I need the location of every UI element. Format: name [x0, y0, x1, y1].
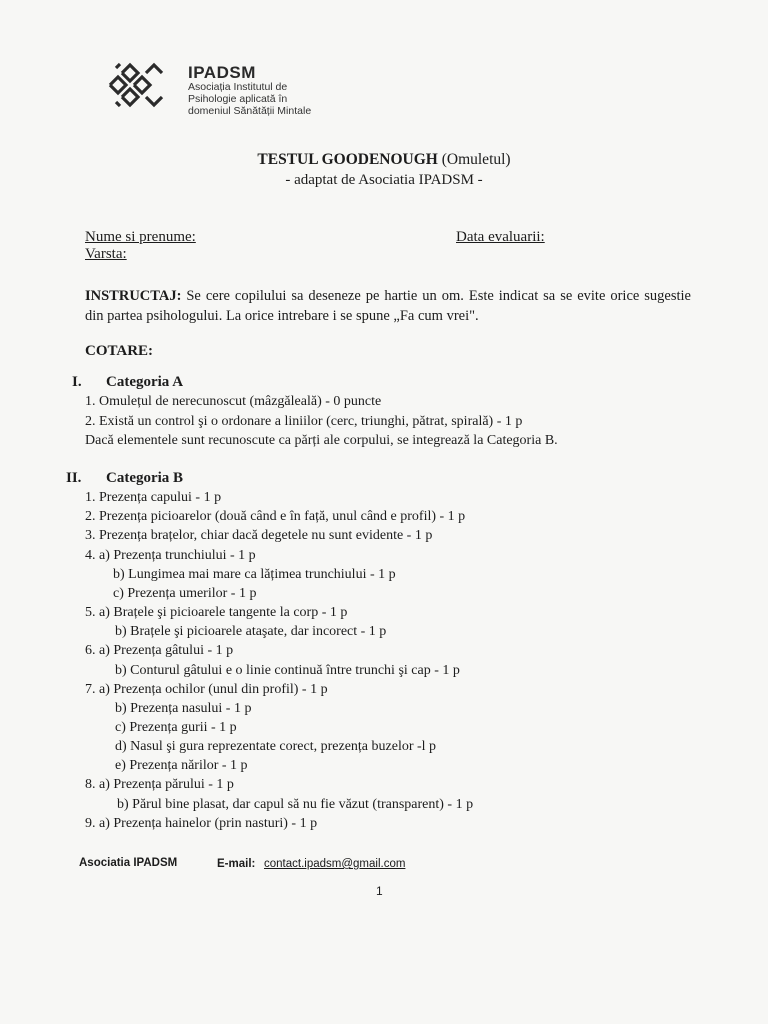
- page-number: 1: [376, 884, 383, 898]
- title-paren: (Omuletul): [441, 151, 511, 168]
- date-field-label: Data evaluarii:: [456, 229, 545, 245]
- logo-line-2: Psihologie aplicată în: [188, 93, 288, 105]
- category-b-item: 7. a) Prezența ochilor (unul din profil) - 1 p: [85, 682, 328, 697]
- category-b-item: 4. a) Prezența trunchiului - 1 p: [85, 548, 256, 563]
- category-b-subitem: b) Brațele şi picioarele ataşate, dar incorect - 1 p: [115, 624, 387, 639]
- category-b-item: 6. a) Prezența gâtului - 1 p: [85, 643, 234, 658]
- document-title: [0, 151, 768, 169]
- category-b-roman: II.: [66, 470, 82, 486]
- category-b-item: 1. Prezența capului - 1 p: [85, 490, 222, 505]
- category-b-subitem: b) Conturul gâtului e o linie continuă între trunchi şi cap - 1 p: [115, 663, 460, 678]
- category-b-subitem: b) Lungimea mai mare ca lățimea trunchiului - 1 p: [113, 567, 396, 582]
- category-a-item: 1. Omulețul de nerecunoscut (mâzgăleală) - 0 puncte: [85, 394, 382, 409]
- instructions-text: Se cere copilului sa deseneze pe hartie un om. Este indicat sa se evite orice sugestie din partea psihologului. La orice intrebare i se spune „Fa cum vrei".: [85, 288, 691, 324]
- footer-org: Asociatia IPADSM: [79, 857, 178, 869]
- instructions: [85, 286, 691, 326]
- footer-email-label: E-mail:: [217, 858, 256, 870]
- logo-name: IPADSM: [188, 63, 256, 82]
- category-b-item: 3. Prezența brațelor, chiar dacă degetele nu sunt evidente - 1 p: [85, 528, 433, 543]
- title-main: TESTUL GOODENOUGH: [257, 151, 438, 168]
- category-b-subitem: b) Prezența nasului - 1 p: [115, 701, 252, 716]
- age-field-label: Varsta:: [85, 246, 127, 262]
- document-subtitle: - adaptat de Asociatia IPADSM -: [285, 172, 483, 188]
- category-b-subitem: b) Părul bine plasat, dar capul să nu fie văzut (transparent) - 1 p: [117, 797, 474, 812]
- category-b-item: 2. Prezența picioarelor (două când e în față, unul când e profil) - 1 p: [85, 509, 466, 524]
- ipadsm-logo-icon: [106, 60, 164, 110]
- category-b-subitem: d) Nasul şi gura reprezentate corect, prezența buzelor -l p: [115, 739, 437, 754]
- category-a-note: Dacă elementele sunt recunoscute ca părți ale corpului, se integrează la Categoria B.: [85, 433, 558, 448]
- category-b-subitem: c) Prezența umerilor - 1 p: [113, 586, 257, 601]
- footer-email-link[interactable]: contact.ipadsm@gmail.com: [264, 858, 406, 870]
- category-b-item: 9. a) Prezența hainelor (prin nasturi) - 1 p: [85, 816, 318, 831]
- category-a-item: 2. Există un control şi o ordonare a liniilor (cerc, triunghi, pătrat, spirală) - 1 p: [85, 414, 523, 429]
- logo-line-1: Asociația Institutul de: [188, 81, 288, 93]
- category-a-roman: I.: [72, 374, 82, 390]
- category-a-title: Categoria A: [106, 374, 184, 390]
- category-b-item: 8. a) Prezența părului - 1 p: [85, 777, 234, 792]
- logo-line-3: domeniul Sănătății Mintale: [188, 105, 312, 117]
- category-b-item: 5. a) Brațele şi picioarele tangente la corp - 1 p: [85, 605, 348, 620]
- name-field-label: Nume si prenume:: [85, 229, 196, 245]
- instructions-label: INSTRUCTAJ:: [85, 288, 182, 304]
- category-b-title: Categoria B: [106, 470, 184, 486]
- category-b-subitem: e) Prezența nărilor - 1 p: [115, 758, 248, 773]
- category-b-subitem: c) Prezența gurii - 1 p: [115, 720, 237, 735]
- cotare-heading: COTARE:: [85, 343, 154, 359]
